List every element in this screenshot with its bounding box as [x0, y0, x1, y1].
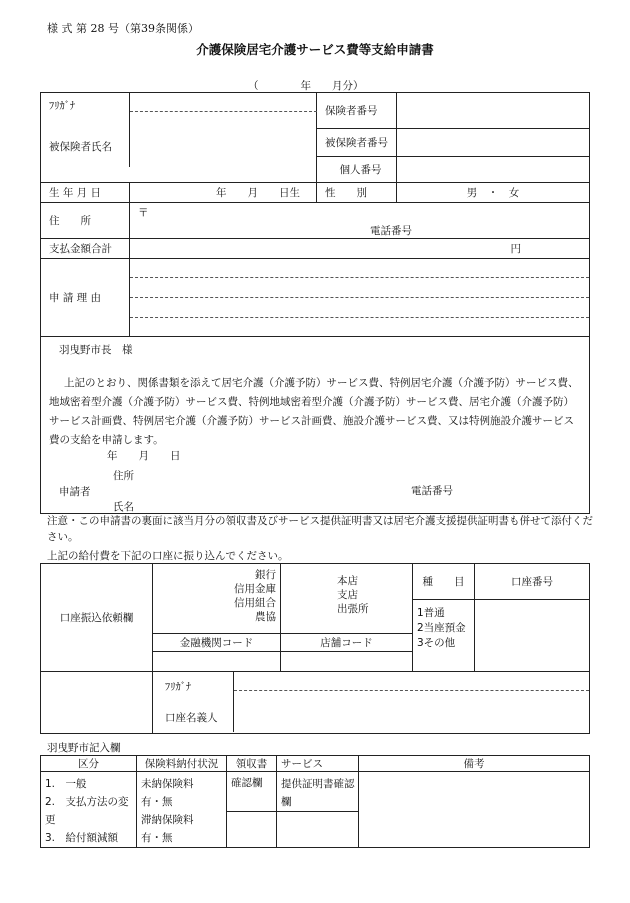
declaration-text: 上記のとおり、関係書類を添えて居宅介護（介護予防）サービス費、特例居宅介護（介護予防）サービス費、地域密着型介護（介護予防）サービス費、特例地域密着型介護（介護予防）サービス費、居宅介護（介護予防）サービス計画費、特例居宅介護（介護予防）サービス計画費、施設介護サービス費、又は特例施設介護サービス費の支給を申請します。 [49, 377, 579, 446]
category-cell [41, 772, 137, 848]
account-type-header: 種 目 [413, 564, 475, 600]
branch-type-option: 本店 [337, 575, 358, 587]
total-payment-label: 支払金額合計 [41, 239, 130, 259]
bank-transfer-table [40, 563, 590, 734]
receipt-check-label: 確認欄 [231, 777, 263, 789]
header-payment-status: 保険料納付状況 [137, 756, 227, 772]
page-title: 介護保険居宅介護サービス費等支給申請書 [196, 42, 434, 57]
branch-type-option: 支店 [337, 589, 358, 601]
branch-code-field[interactable] [281, 652, 413, 672]
applicant-name-label: 氏名 [113, 501, 134, 513]
form-number: 様 式 第 28 号（第39条関係） [47, 22, 199, 35]
furigana-line [130, 111, 317, 112]
address-field[interactable] [130, 203, 590, 239]
applicant-label: 申請者 [59, 486, 91, 498]
unpaid-premium-choice[interactable]: 有・無 [141, 796, 173, 808]
holder-label: 口座名義人 [165, 712, 218, 724]
bank-code-label: 金融機関コード [153, 634, 281, 652]
personal-number-label: 個人番号 [317, 157, 397, 183]
city-section-title: 羽曳野市記入欄 [47, 742, 121, 754]
holder-name-field[interactable] [235, 692, 589, 732]
period-field[interactable]: （ 年 月分） [248, 80, 364, 92]
address-phone-label: 電話番号 [370, 225, 412, 237]
category-item: 2. 支払方法の変更 [45, 796, 129, 826]
applicant-table [40, 92, 590, 514]
birth-date-field[interactable]: 年 月 日生 [130, 183, 317, 203]
category-item: 3. 給付額減額 [45, 832, 119, 844]
gender-field[interactable]: 男 ・ 女 [397, 183, 590, 203]
furigana-field[interactable] [131, 93, 316, 111]
header-service: サービス [277, 756, 359, 772]
account-type-option: 3その他 [417, 637, 456, 649]
delinquent-premium-label: 滞納保険料 [141, 814, 194, 826]
receipt-check-cell[interactable] [227, 772, 277, 812]
address-label: 住 所 [41, 203, 130, 239]
delinquent-premium-choice[interactable]: 有・無 [141, 832, 173, 844]
total-payment-field[interactable] [130, 239, 590, 259]
holder-divider [233, 672, 234, 732]
insurer-number-label: 保険者番号 [317, 93, 397, 129]
personal-number-field[interactable] [397, 157, 590, 183]
bank-type-option: 農協 [255, 611, 276, 623]
header-remarks: 備考 [359, 756, 590, 772]
reason-line [130, 297, 589, 298]
bank-code-field[interactable] [153, 652, 281, 672]
insured-name-field[interactable] [131, 113, 316, 165]
addressee: 羽曳野市長 様 [59, 344, 133, 356]
city-section-table [40, 755, 590, 848]
yen-unit: 円 [510, 243, 521, 255]
insured-name-block [41, 93, 317, 183]
account-type-cell[interactable] [413, 600, 475, 672]
reason-field[interactable] [130, 259, 590, 337]
account-type-option: 2当座預金 [417, 622, 466, 634]
transfer-intro: 上記の給付費を下記の口座に振り込んでください。 [47, 550, 289, 562]
bank-type-option: 銀行 [255, 569, 276, 581]
name-divider [129, 93, 130, 167]
account-holder-block [153, 672, 590, 734]
bank-type-option: 信用金庫 [234, 583, 276, 595]
unpaid-premium-label: 未納保険料 [141, 778, 194, 790]
service-check-field[interactable] [277, 812, 359, 848]
transfer-request-label: 口座振込依頼欄 [41, 564, 153, 672]
remarks-field[interactable] [359, 772, 590, 848]
service-check-label: 提供証明書確認欄 [281, 778, 355, 808]
holder-furigana-line [234, 690, 589, 691]
payment-status-cell [137, 772, 227, 848]
insured-number-label: 被保険者番号 [317, 129, 397, 157]
account-number-header: 口座番号 [475, 564, 590, 600]
applicant-address-label: 住所 [113, 470, 134, 482]
reason-line [130, 317, 589, 318]
application-date[interactable]: 年 月 日 [107, 450, 181, 462]
branch-type-option: 出張所 [337, 603, 369, 615]
account-number-field[interactable] [475, 600, 590, 672]
reason-label: 申 請 理 由 [41, 259, 130, 337]
notice-text: 注意・この申請書の裏面に該当月分の領収書及びサービス提供証明書又は居宅介護支援提供証明書も併せて添付ください。 [47, 515, 593, 543]
applicant-phone-label: 電話番号 [411, 485, 453, 497]
postal-mark: 〒 [138, 207, 149, 219]
insured-name-label: 被保険者氏名 [49, 141, 112, 153]
branch-code-label: 店舗コード [281, 634, 413, 652]
furigana-label: ﾌﾘｶﾞﾅ [49, 100, 76, 112]
branch-type-cell[interactable] [281, 564, 413, 634]
insurer-number-field[interactable] [397, 93, 590, 129]
header-receipt: 領収書 [227, 756, 277, 772]
insured-number-field[interactable] [397, 129, 590, 157]
service-check-cell[interactable] [277, 772, 359, 812]
reason-line [130, 277, 589, 278]
birth-date-label: 生 年 月 日 [41, 183, 130, 203]
gender-label: 性 別 [317, 183, 397, 203]
category-item: 1. 一般 [45, 778, 87, 790]
bank-type-option: 信用組合 [234, 597, 276, 609]
holder-empty-cell [41, 672, 153, 734]
receipt-check-field[interactable] [227, 812, 277, 848]
bank-type-cell[interactable] [153, 564, 281, 634]
declaration-block [41, 337, 590, 514]
header-category: 区分 [41, 756, 137, 772]
account-type-option: 1普通 [417, 607, 445, 619]
holder-furigana-label: ﾌﾘｶﾞﾅ [165, 681, 192, 693]
